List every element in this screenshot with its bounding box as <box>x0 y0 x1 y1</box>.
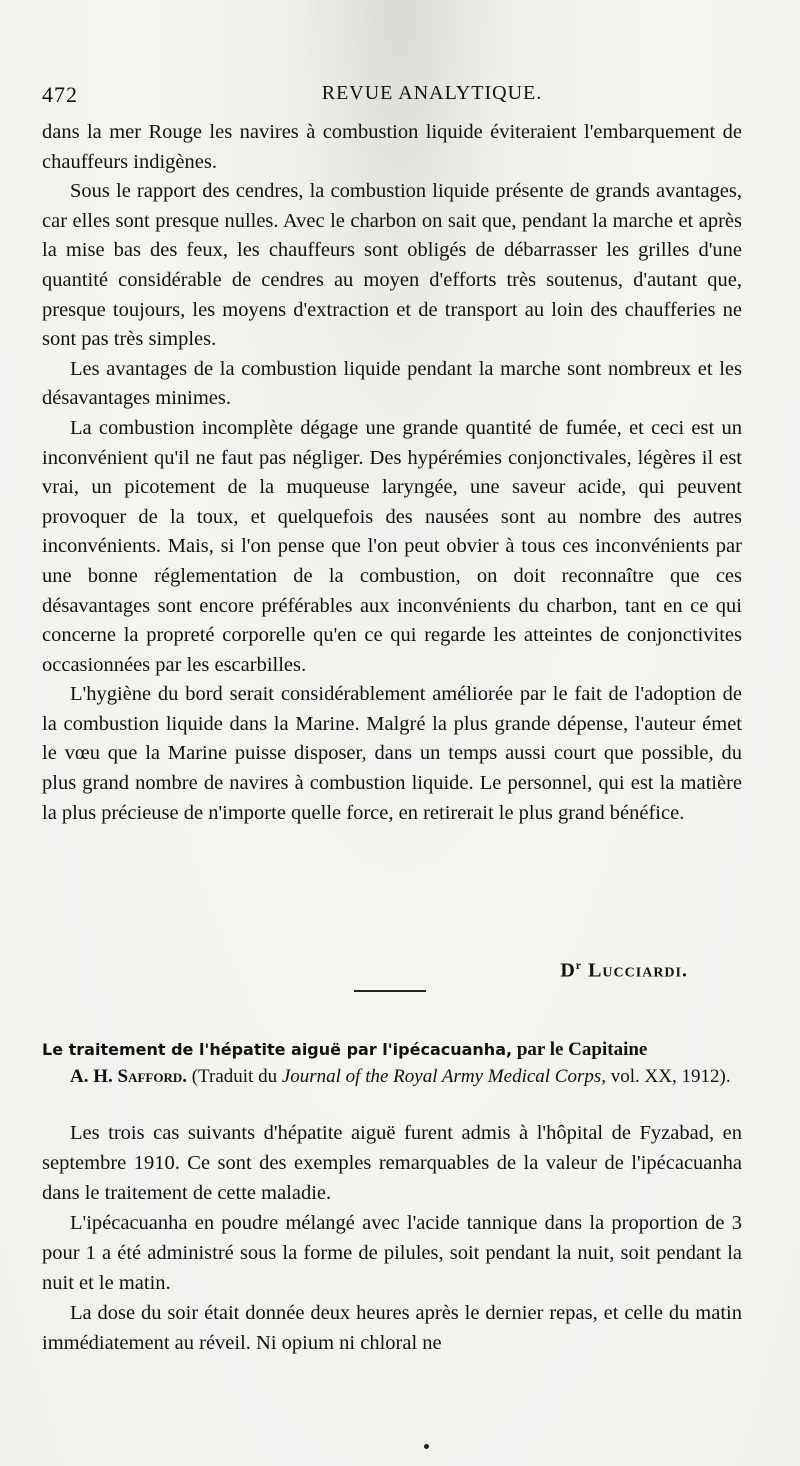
author-initials: A. H. <box>70 1066 118 1087</box>
article-paragraph-cases: Les trois cas suivants d'hépatite aiguë furent admis à l'hôpital de Fyzabad, en septembre 1910. Ce sont des exemples remarquables de la valeur de l'ipécacuanha dans le traitement de cette maladie. <box>42 1122 742 1204</box>
article-paragraph-dosage: L'ipécacuanha en poudre mélangé avec l'acide tannique dans la proportion de 3 pour 1 a été administré sous la forme de pilules, soit pendant la nuit, soit pendant la nuit et le matin. <box>42 1212 742 1294</box>
signature-name: Lucciardi. <box>588 959 688 982</box>
journal-name: Journal of the Royal Army Medical Corps, <box>281 1066 607 1087</box>
section-divider <box>354 990 426 992</box>
paragraph-fumee: La combustion incomplète dégage une grande quantité de fumée, et ceci est un inconvénient qu'il ne faut pas négliger. Des hypérémies conjonctivales, légères il est vrai, un picotement de la muqueuse laryngée, une saveur acide, qui peuvent provoquer de la toux, et quelquefois des nausées sont au nombre des autres inconvénients. Mais, si l'on pense que l'on peut obvier à tous ces inconvénients par une bonne réglementation de la combustion, on doit reconnaître que ces désavantages sont encore préférables aux inconvénients du charbon, tant en ce qui concerne la propreté corporelle qu'en ce qui regarde les atteintes de conjonctivites occasionnées par les escarbilles. <box>42 416 742 676</box>
source-open: (Traduit du <box>186 1066 282 1087</box>
author-signature <box>560 958 688 983</box>
running-head: REVUE ANALYTIQUE. <box>321 82 543 104</box>
article-paragraph-timing: La dose du soir était donnée deux heures après le dernier repas, et celle du matin immédiatement au réveil. Ni opium ni chloral ne <box>42 1302 742 1354</box>
author-surname: Safford. <box>117 1066 187 1087</box>
page-header <box>42 82 760 112</box>
article-by: par le Capitaine <box>512 1039 648 1060</box>
signature-prefix: D <box>560 959 576 982</box>
article-heading <box>42 1036 742 1090</box>
source-close: vol. XX, 1912). <box>606 1066 731 1087</box>
paragraph-avantages: Les avantages de la combustion liquide pendant la marche sont nombreux et les désavantages minimes. <box>42 357 742 410</box>
article-body <box>42 1118 742 1358</box>
paragraph-continuation: dans la mer Rouge les navires à combustion liquide éviteraient l'embarquement de chauffeurs indigènes. <box>42 121 742 173</box>
signature-prefix-sup: r <box>575 958 583 972</box>
ink-speck <box>424 1444 429 1449</box>
article-title: Le traitement de l'hépatite aiguë par l'ipécacuanha, <box>42 1040 513 1059</box>
page-number: 472 <box>42 82 78 107</box>
paragraph-cendres: Sous le rapport des cendres, la combustion liquide présente de grands avantages, car elles sont presque nulles. Avec le charbon on sait que, pendant la marche et après la mise bas des feux, les chauffeurs sont obligés de débarrasser les grilles d'une quantité considérable de cendres au moyen d'efforts très soutenus, d'autant que, presque toujours, les moyens d'extraction et de transport au loin des chaufferies ne sont pas très simples. <box>42 180 742 351</box>
review-body <box>42 118 742 828</box>
paragraph-hygiene: L'hygiène du bord serait considérablement améliorée par le fait de l'adoption de la combustion liquide dans la Marine. Malgré la plus grande dépense, l'auteur émet le vœu que la Marine puisse disposer, dans un temps aussi court que possible, du plus grand nombre de navires à combustion liquide. Le personnel, qui est la matière la plus précieuse de n'importe quelle force, en retirerait le plus grand bénéfice. <box>42 683 742 824</box>
